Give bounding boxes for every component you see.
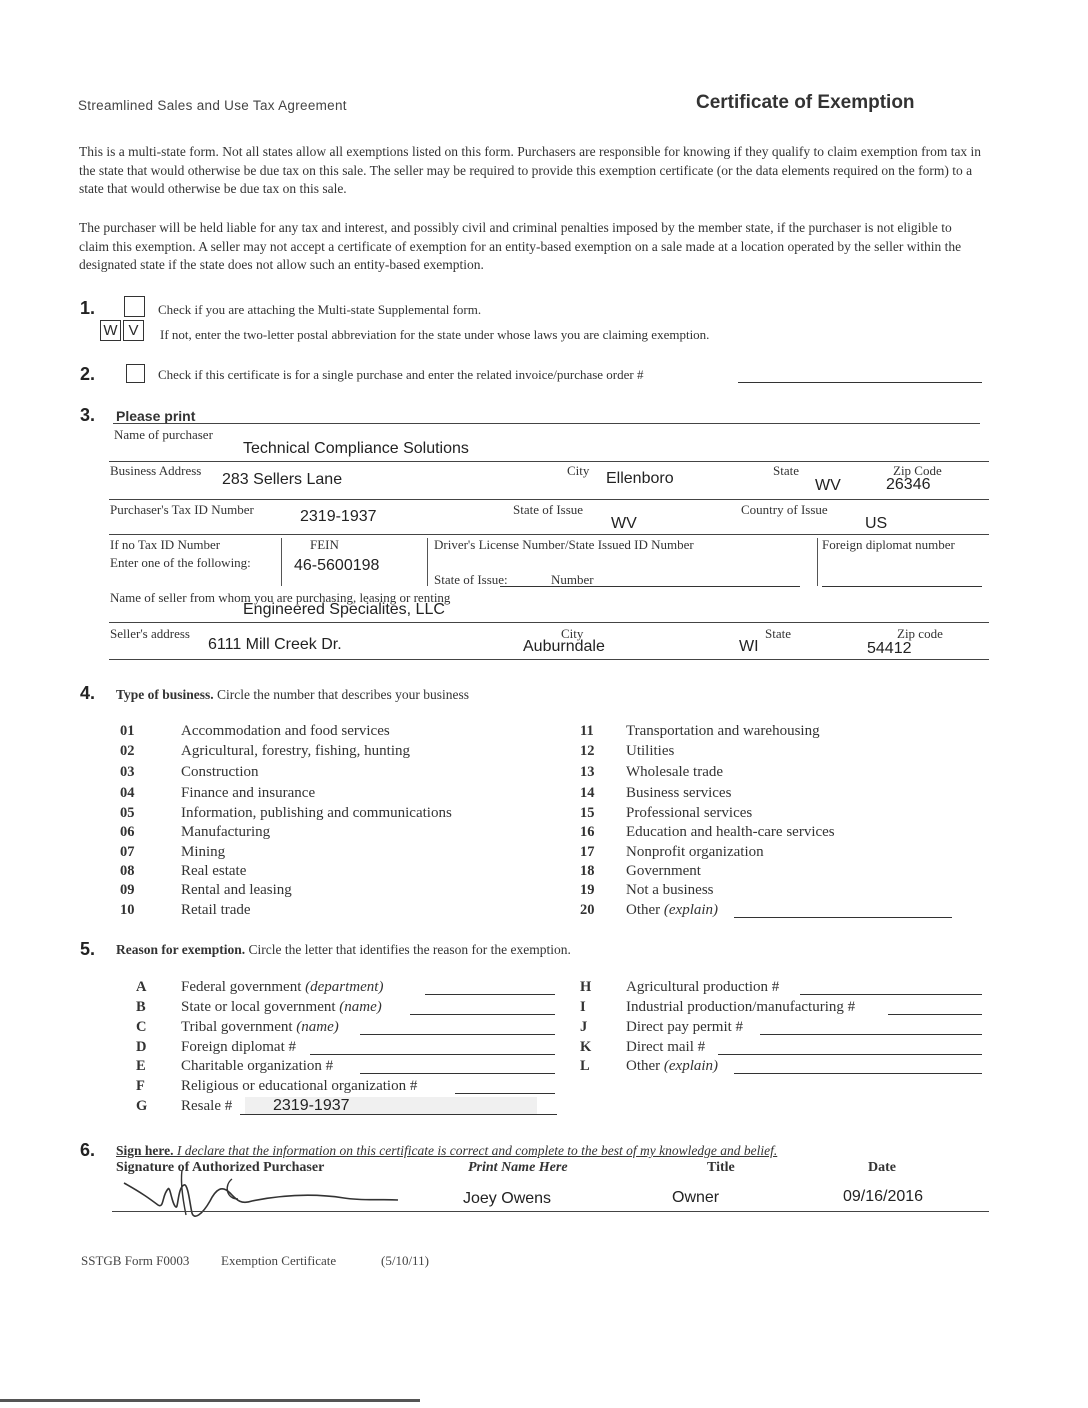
business-type-label-text: Wholesale trade — [626, 764, 724, 780]
exemption-reason-label-text: Other — [626, 1058, 661, 1074]
section-4-number: 4. — [80, 683, 96, 703]
business-type-code[interactable]: 03 — [120, 764, 135, 780]
exemption-reason-line[interactable] — [360, 1073, 555, 1074]
exemption-reason-letter[interactable]: A — [136, 979, 147, 995]
business-type-code[interactable]: 07 — [120, 844, 135, 860]
state-label: State — [773, 463, 799, 478]
section-6-number: 6. — [80, 1140, 96, 1160]
exemption-reason-label — [181, 1078, 417, 1095]
business-type-label: Construction — [181, 764, 259, 780]
exemption-reason-label-text: Tribal government — [181, 1019, 293, 1035]
exemption-reason-label-extra: (department) — [305, 979, 384, 995]
exemption-reason-line[interactable] — [360, 1034, 555, 1035]
intro-paragraph-1: This is a multi-state form. Not all states allow all exemptions listed on this form. Purchasers are responsible for knowing if they qualify to claim exemption from tax in the state that would otherwise be due tax on this sale. The seller may be required to provide this exemption certificate (or the data elements required on the form) to a state that would otherwise be due tax on this sale. — [79, 144, 982, 196]
foreign-diplomat-line[interactable] — [822, 586, 982, 587]
resale-number-line — [240, 1114, 557, 1115]
supplemental-form-checkbox[interactable] — [124, 296, 145, 317]
business-type-code[interactable]: 06 — [120, 824, 135, 840]
exemption-reason-label — [626, 979, 779, 996]
business-type-label-text: Not a business — [626, 882, 714, 898]
business-type-heading-bold: Type of business. — [116, 687, 214, 702]
exemption-reason-letter[interactable]: I — [580, 999, 586, 1015]
divider — [817, 538, 818, 586]
seller-city-value[interactable]: Auburndale — [523, 638, 605, 655]
business-type-code[interactable]: 20 — [580, 902, 595, 918]
purchaser-name-value[interactable]: Technical Compliance Solutions — [243, 440, 469, 457]
exemption-reason-label-text: Foreign diplomat # — [181, 1039, 296, 1055]
business-type-label — [626, 902, 718, 919]
seller-address-label: Seller's address — [110, 626, 190, 641]
state-letter-1-box[interactable]: W — [100, 320, 121, 341]
form-id: SSTGB Form F0003 — [81, 1253, 190, 1268]
form-revision: (5/10/11) — [381, 1253, 429, 1268]
form-name: Exemption Certificate — [221, 1253, 337, 1268]
exemption-reason-label — [626, 1058, 718, 1075]
exemption-reason-label — [181, 1039, 296, 1056]
business-type-label: Manufacturing — [181, 824, 271, 840]
date-label: Date — [868, 1160, 896, 1175]
exemption-reason-label-text: Resale # — [181, 1098, 233, 1114]
business-type-label: Rental and leasing — [181, 882, 292, 898]
exemption-reason-letter[interactable]: J — [580, 1019, 588, 1035]
page-title: Certificate of Exemption — [696, 92, 915, 113]
city-value[interactable]: Ellenboro — [606, 470, 674, 487]
exemption-reason-label-text: Direct pay permit # — [626, 1019, 744, 1035]
business-type-code[interactable]: 18 — [580, 863, 595, 879]
exemption-reason-label-extra: (name) — [296, 1019, 339, 1035]
section-5-number: 5. — [80, 939, 96, 959]
business-type-label-text: Nonprofit organization — [626, 844, 764, 860]
exemption-reason-line[interactable] — [410, 1014, 555, 1015]
business-type-label-extra: (explain) — [663, 902, 719, 918]
divider — [109, 622, 989, 623]
business-type-heading-text: Circle the number that describes your business — [213, 687, 469, 702]
business-type-label-text: Education and health-care services — [626, 824, 835, 840]
business-type-label — [626, 824, 835, 841]
business-type-label-text: Utilities — [626, 743, 675, 759]
country-of-issue-label: Country of Issue — [741, 502, 828, 517]
exemption-reason-label-text: Industrial production/manufacturing # — [626, 999, 856, 1015]
signature-image[interactable] — [112, 1165, 412, 1225]
zip-value[interactable]: 26346 — [886, 476, 931, 493]
city-label: City — [567, 463, 590, 478]
exemption-reason-letter[interactable]: B — [136, 999, 146, 1015]
exemption-reason-heading — [116, 942, 571, 958]
exemption-reason-label — [181, 1058, 333, 1075]
section-1-number: 1. — [80, 298, 96, 318]
country-of-issue-value[interactable]: US — [865, 515, 888, 532]
exemption-reason-line[interactable] — [734, 1073, 982, 1074]
business-type-code[interactable]: 04 — [120, 785, 135, 801]
business-type-label-text: Professional services — [626, 805, 753, 821]
dl-state-of-issue-label: State of Issue: — [434, 572, 508, 587]
business-type-label-text: Other — [626, 902, 661, 918]
invoice-number-line[interactable] — [738, 382, 982, 383]
sign-here-label: Sign here. — [116, 1143, 174, 1158]
resale-number-value[interactable]: 2319-1937 — [245, 1097, 537, 1115]
exemption-reason-heading-text: Circle the letter that identifies the reason for the exemption. — [245, 942, 571, 957]
business-type-label-text: Government — [626, 863, 701, 879]
fein-value[interactable]: 46-5600198 — [294, 557, 380, 574]
business-type-code[interactable]: 09 — [120, 882, 135, 898]
seller-city-label: City — [561, 626, 584, 641]
exemption-reason-label — [181, 1019, 339, 1036]
state-value[interactable]: WV — [815, 477, 841, 494]
single-purchase-label: Check if this certificate is for a single purchase and enter the related invoice/purchase order # — [158, 367, 644, 382]
business-type-code[interactable]: 15 — [580, 805, 595, 821]
business-type-label — [626, 882, 714, 899]
divider — [109, 499, 989, 500]
business-type-label: Information, publishing and communications — [181, 805, 452, 821]
business-type-label — [626, 863, 701, 880]
business-type-label-text: Transportation and warehousing — [626, 723, 820, 739]
seller-address-value[interactable]: 6111 Mill Creek Dr. — [208, 636, 342, 653]
business-type-code[interactable]: 01 — [120, 723, 135, 739]
exemption-reason-label-text: Direct mail # — [626, 1039, 706, 1055]
exemption-reason-letter[interactable]: E — [136, 1058, 146, 1074]
exemption-reason-label — [626, 1039, 705, 1056]
business-type-code[interactable]: 14 — [580, 785, 595, 801]
print-name-label: Print Name Here — [468, 1160, 568, 1175]
seller-state-value[interactable]: WI — [739, 638, 759, 655]
business-type-label: Real estate — [181, 863, 247, 879]
exemption-reason-label-text: State or local government — [181, 999, 336, 1015]
fein-label: FEIN — [310, 537, 339, 552]
signature-line — [112, 1211, 989, 1212]
declaration — [116, 1143, 777, 1159]
no-tax-id-label: If no Tax ID Number — [110, 537, 221, 552]
drivers-license-label: Driver's License Number/State Issued ID Number — [434, 537, 694, 552]
business-type-label — [626, 844, 764, 861]
exemption-reason-label — [181, 979, 383, 996]
exemption-reason-label-extra: (explain) — [663, 1058, 719, 1074]
exemption-reason-line[interactable] — [310, 1054, 555, 1055]
tax-id-label: Purchaser's Tax ID Number — [110, 502, 254, 517]
scan-edge — [0, 1399, 420, 1402]
exemption-reason-label-text: Agricultural production # — [626, 979, 780, 995]
business-type-label: Accommodation and food services — [181, 723, 390, 739]
business-type-label: Finance and insurance — [181, 785, 316, 801]
print-name-value[interactable]: Joey Owens — [463, 1190, 552, 1207]
agreement-name: Streamlined Sales and Use Tax Agreement — [78, 98, 347, 113]
exemption-reason-line[interactable] — [455, 1093, 555, 1094]
seller-zip-label: Zip code — [897, 626, 943, 641]
supplemental-form-label: Check if you are attaching the Multi-state Supplemental form. — [158, 302, 482, 317]
exemption-reason-label-extra: (name) — [339, 999, 382, 1015]
exemption-reason-letter[interactable]: H — [580, 979, 592, 995]
state-of-issue-label: State of Issue — [513, 502, 584, 517]
tax-id-value[interactable]: 2319-1937 — [300, 508, 377, 525]
business-type-code[interactable]: 19 — [580, 882, 595, 898]
business-type-code[interactable]: 17 — [580, 844, 595, 860]
business-type-code[interactable]: 13 — [580, 764, 595, 780]
seller-state-label: State — [765, 626, 791, 641]
business-type-label — [626, 805, 752, 822]
business-type-label — [626, 743, 674, 760]
signature-label: Signature of Authorized Purchaser — [116, 1160, 325, 1175]
exemption-reason-label — [181, 1098, 232, 1115]
dl-number-label: Number — [551, 572, 594, 587]
enter-one-label: Enter one of the following: — [110, 555, 251, 570]
divider — [113, 423, 980, 424]
business-type-code[interactable]: 08 — [120, 863, 135, 879]
exemption-reason-label — [626, 1019, 743, 1036]
section-3-number: 3. — [80, 405, 96, 425]
exemption-reason-line[interactable] — [718, 1054, 982, 1055]
exemption-reason-label-text: Charitable organization # — [181, 1058, 334, 1074]
business-type-code[interactable]: 16 — [580, 824, 595, 840]
foreign-diplomat-label: Foreign diplomat number — [822, 537, 955, 552]
please-print-heading: Please print — [116, 408, 196, 424]
business-type-code[interactable]: 11 — [580, 723, 594, 739]
seller-name-value[interactable]: Engineered Specialites, LLC — [243, 601, 445, 618]
dl-number-line[interactable] — [500, 586, 800, 587]
exemption-reason-label-text: Federal government — [181, 979, 302, 995]
business-type-code[interactable]: 05 — [120, 805, 135, 821]
business-address-label: Business Address — [110, 463, 202, 478]
business-type-label — [626, 785, 731, 802]
exemption-reason-letter[interactable]: F — [136, 1078, 145, 1094]
business-type-label — [626, 723, 820, 740]
state-letter-2-box[interactable]: V — [123, 320, 144, 341]
purchaser-name-label: Name of purchaser — [114, 427, 213, 442]
business-type-code[interactable]: 02 — [120, 743, 135, 759]
divider — [109, 659, 989, 660]
business-type-label: Retail trade — [181, 902, 251, 918]
exemption-reason-letter[interactable]: L — [580, 1058, 590, 1074]
business-type-code[interactable]: 10 — [120, 902, 135, 918]
exemption-reason-line[interactable] — [425, 994, 555, 995]
divider — [427, 538, 428, 586]
seller-name-label: Name of seller from whom you are purchasing, leasing or renting — [110, 590, 451, 605]
exemption-reason-letter[interactable]: D — [136, 1039, 147, 1055]
state-abbreviation-label: If not, enter the two-letter postal abbreviation for the state under whose laws you are claiming exemption. — [160, 327, 710, 342]
declaration-text: I declare that the information on this certificate is correct and complete to the best of my knowledge and belief. — [173, 1143, 778, 1158]
divider — [109, 534, 989, 535]
seller-zip-value[interactable]: 54412 — [867, 640, 912, 657]
title-label: Title — [707, 1160, 735, 1175]
exemption-reason-heading-bold: Reason for exemption. — [116, 942, 246, 957]
state-of-issue-value[interactable]: WV — [611, 515, 637, 532]
exemption-reason-label-text: Religious or educational organization # — [181, 1078, 418, 1094]
exemption-reason-label — [181, 999, 382, 1016]
business-type-code[interactable]: 12 — [580, 743, 595, 759]
zip-label: Zip Code — [893, 463, 942, 478]
single-purchase-checkbox[interactable] — [126, 364, 145, 383]
exemption-reason-line[interactable] — [888, 1014, 982, 1015]
business-type-label: Mining — [181, 844, 226, 860]
section-2-number: 2. — [80, 364, 96, 384]
exemption-reason-label — [626, 999, 855, 1016]
business-type-label — [626, 764, 723, 781]
divider — [281, 538, 282, 586]
business-type-label: Agricultural, forestry, fishing, hunting — [181, 743, 410, 759]
exemption-reason-letter[interactable]: C — [136, 1019, 147, 1035]
business-type-label-text: Business services — [626, 785, 732, 801]
business-other-explain-line[interactable] — [734, 917, 952, 918]
business-address-value[interactable]: 283 Sellers Lane — [222, 471, 343, 488]
divider — [109, 461, 989, 462]
exemption-reason-line[interactable] — [800, 994, 982, 995]
business-type-heading — [116, 687, 469, 703]
exemption-reason-line[interactable] — [760, 1034, 982, 1035]
intro-paragraph-2: The purchaser will be held liable for any tax and interest, and possibly civil and criminal penalties imposed by the member state, if the purchaser is not eligible to claim this exemption. A seller may not accept a certificate of exemption for an entity-based exemption on a sale made at a location operated by the seller within the designated state if the state does not allow such an entity-based exemption. — [79, 220, 962, 272]
exemption-reason-letter[interactable]: K — [580, 1039, 592, 1055]
title-value[interactable]: Owner — [672, 1189, 720, 1206]
exemption-reason-letter[interactable]: G — [136, 1098, 148, 1114]
date-value[interactable]: 09/16/2016 — [843, 1188, 924, 1205]
